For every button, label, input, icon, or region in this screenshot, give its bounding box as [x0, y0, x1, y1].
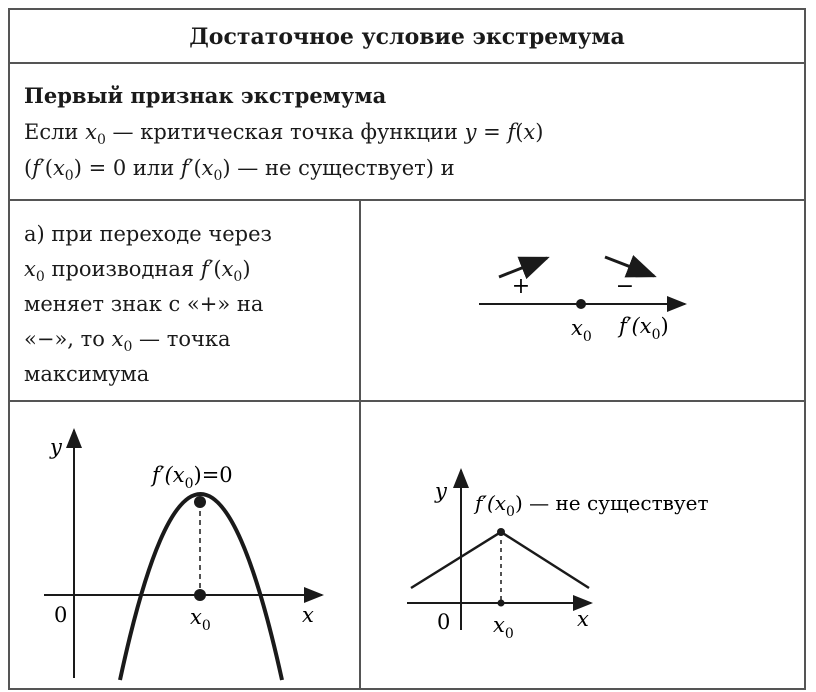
paren: (: [44, 156, 53, 180]
y-label: y: [435, 479, 447, 503]
paren: ): [242, 257, 251, 281]
table-title: Достаточное условие экстремума: [189, 24, 625, 50]
derivative-label: $f'(x_0)$: [619, 314, 669, 343]
case-a-line: [24, 252, 272, 287]
x-label: x: [577, 607, 589, 631]
var-x: x: [201, 156, 214, 180]
case-a-line: максимума: [24, 362, 150, 386]
paren: ): [535, 120, 544, 144]
var-x: x: [24, 257, 36, 281]
graph-smooth-maximum: [10, 402, 359, 690]
sub-0: 0: [96, 132, 106, 148]
var-x: x: [221, 257, 234, 281]
corner-graph-line: [411, 532, 589, 588]
var-x: x: [52, 156, 65, 180]
x0-label: $x_0$: [493, 613, 514, 642]
intro-text: — критическая точка функции: [105, 120, 465, 144]
func-fprime: f′: [200, 257, 214, 281]
func-fprime: f′: [180, 156, 194, 180]
minus-sign: −: [615, 274, 635, 299]
x0-point: [194, 589, 206, 601]
x0-label: $x_0$: [571, 316, 592, 345]
case-a-text-span: «−», то: [24, 327, 112, 351]
case-a-text-span: производная: [44, 257, 201, 281]
derivative-undefined-label: $f'(x_0)$ — не существует: [475, 491, 709, 520]
eq-sign: =: [476, 120, 508, 144]
paren: (: [24, 156, 33, 180]
func-fprime: f′: [32, 156, 45, 180]
plus-sign: +: [511, 274, 531, 299]
intro-line-2: [24, 150, 455, 186]
sub-0: 0: [35, 269, 45, 285]
func-f: f: [507, 120, 516, 144]
paren: (: [515, 120, 524, 144]
sign-diagram: [361, 201, 804, 401]
intro-line-1: [24, 114, 543, 150]
var-x: x: [85, 120, 97, 144]
case-a-line: [24, 322, 272, 357]
intro-heading: Первый признак экстремума: [24, 83, 387, 108]
maximum-point: [194, 496, 206, 508]
intro-text: ) = 0 или: [73, 156, 181, 180]
intro-text: Если: [24, 120, 86, 144]
case-a-line: меняет знак с «+» на: [24, 292, 264, 316]
extremum-table: [8, 8, 806, 690]
y-label: y: [50, 435, 62, 459]
sub-0: 0: [123, 339, 133, 355]
case-a-line: а) при переходе через: [24, 222, 272, 246]
origin-label: 0: [54, 603, 68, 627]
paren: (: [193, 156, 202, 180]
var-x: x: [523, 120, 536, 144]
parabola-curve: [120, 494, 282, 680]
case-a-text-span: — точка: [132, 327, 231, 351]
x-label: x: [302, 603, 314, 627]
critical-point: [576, 299, 586, 309]
origin-label: 0: [437, 610, 451, 634]
intro-text: ) — не существует) и: [222, 156, 455, 180]
x0-point: [498, 600, 505, 607]
derivative-zero-label: $f'(x_0)=0$: [152, 463, 233, 492]
x0-label: $x_0$: [190, 605, 211, 634]
corner-point: [497, 528, 505, 536]
var-y: y: [464, 120, 477, 144]
paren: (: [213, 257, 222, 281]
sub-0: 0: [233, 269, 243, 285]
sub-0: 0: [64, 168, 74, 184]
var-x: x: [111, 327, 124, 351]
sub-0: 0: [213, 168, 223, 184]
graph-corner-maximum: [361, 402, 804, 690]
case-a-text: [24, 217, 272, 392]
divider-title: [10, 62, 804, 64]
